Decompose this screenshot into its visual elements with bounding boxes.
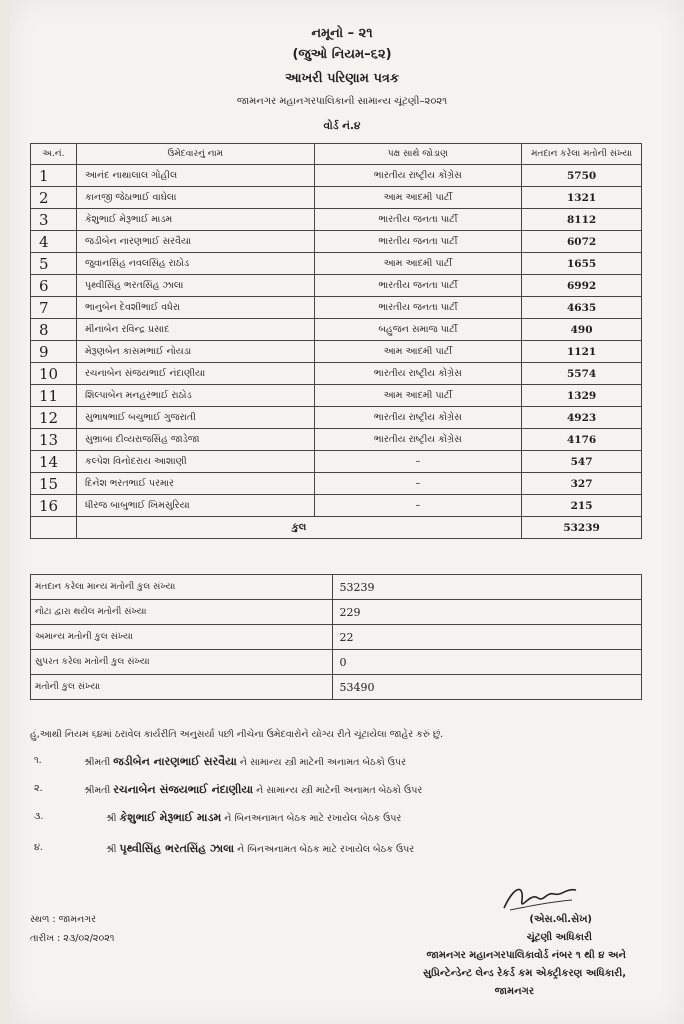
party-cell: આમ આદમી પાર્ટી [314,341,522,363]
winner-number: ૨. [34,783,43,794]
table-row [31,231,642,253]
party-cell: બહુજન સમાજ પાર્ટી [314,319,522,341]
candidate-name-cell: મેરૂણબેન કાસમભાઈ નોયડા [76,341,314,363]
candidate-name-cell: કેશુભાઈ મેરૂભાઈ માડમ [76,209,314,231]
party-cell: – [314,451,522,473]
table-row [31,209,642,231]
winner-name: કેશુભાઈ મેરૂભાઈ માડમ [119,811,222,824]
serial-cell: 16 [31,495,77,517]
party-cell: ભારતીય રાષ્ટ્રીય કોંગ્રેસ [314,165,522,187]
candidate-name-cell: જડીબેન નારણભાઈ સરવૈયા [76,231,314,253]
candidate-name-cell: ધીરજ બાબુભાઈ ખિમસુરિયા [76,495,314,517]
total-label: કુલ [76,517,521,539]
votes-cell: 5750 [522,165,642,187]
candidate-name-cell: આનંદ નાથાલાલ ગોહીલ [76,165,314,187]
table-row [31,187,642,209]
summary-row [31,625,642,650]
winner-seat: ને સામાન્ય સ્ત્રી માટેની અનામત બેઠકો ઉપર [256,785,423,796]
summary-row [31,575,642,600]
table-row [31,319,642,341]
votes-cell: 6072 [522,231,642,253]
candidate-name-cell: કાનજી જેઠાભાઈ વાઘેલા [76,187,314,209]
serial-cell: 4 [31,231,77,253]
officer-city-line: જામનગર [494,986,534,997]
votes-cell: 1321 [522,187,642,209]
party-cell: આમ આદમી પાર્ટી [314,253,522,275]
summary-value: 0 [333,650,642,675]
summary-row [31,650,642,675]
table-row [31,495,642,517]
serial-cell: 12 [31,407,77,429]
votes-cell: 6992 [522,275,642,297]
document-title: આખરી પરિણામ પત્રક [284,71,400,86]
party-cell: ભારતીય રાષ્ટ્રીય કોંગ્રેસ [314,363,522,385]
table-row [31,429,642,451]
winner-text [106,811,401,825]
ward-number: વોર્ડ નં.૪ [323,120,361,132]
serial-cell: 2 [31,187,77,209]
winner-number: ૧. [34,755,42,766]
summary-label: સુપરત કરેલા મતોની કુલ સંખ્યા [31,650,333,675]
summary-value: 229 [333,600,642,625]
serial-cell: 7 [31,297,77,319]
serial-cell: 14 [31,451,77,473]
serial-cell: 10 [31,363,77,385]
officer-office-line: જામનગર મહાનગરપાલિકાવોર્ડ નંબર ૧ થી ૪ અને [426,950,626,961]
serial-cell: 1 [31,165,77,187]
col-header-votes: મતદાન કરેલા મતોની સંખ્યા [522,144,642,165]
winner-name: રચનાબેન સંજયભાઈ નંદાણીયા [113,783,254,796]
party-cell: – [314,473,522,495]
party-cell: – [314,495,522,517]
serial-cell: 13 [31,429,77,451]
votes-cell: 5574 [522,363,642,385]
results-header-row [31,144,642,165]
table-row [31,407,642,429]
col-header-party: પક્ષ સાથે જોડાણ [314,144,522,165]
table-row [31,253,642,275]
col-header-name: ઉમેદવારનું નામ [76,144,314,165]
winner-seat: ને સામાન્ય સ્ત્રી માટેની અનામત બેઠકો ઉપર [239,757,407,768]
party-cell: ભારતીય જનતા પાર્ટી [314,209,522,231]
table-row [31,473,642,495]
votes-cell: 1329 [522,385,642,407]
officer-title: ચૂંટણી અધિકારી [526,932,592,943]
votes-cell: 327 [522,473,642,495]
table-row [31,451,642,473]
party-cell: ભારતીય રાષ્ટ્રીય કોંગ્રેસ [314,407,522,429]
summary-label: નોટા દ્વારા થયેલ મતોની સંખ્યા [31,600,333,625]
table-row [31,297,642,319]
total-votes: 53239 [522,517,642,539]
party-cell: ભારતીય જનતા પાર્ટી [314,297,522,319]
form-number: નમૂનો – ૨૧ [311,26,373,41]
place-line: સ્થળ : જામનગર [30,914,97,925]
table-row [31,275,642,297]
summary-value: 22 [333,625,642,650]
winner-seat: ને બિનઅનામત બેઠક માટે રખાયેલ બેઠક ઉપર [237,844,415,855]
summary-label: મતદાન કરેલા માન્ય મતોની કુલ સંખ્યા [31,575,333,600]
candidate-name-cell: પૃથ્વીસિંહ ભરતસિંહ ઝાલા [76,275,314,297]
candidate-name-cell: સુભાષભાઈ બચુભાઈ ગુજરાતી [76,407,314,429]
table-row [31,385,642,407]
serial-cell: 8 [31,319,77,341]
candidate-name-cell: શિલ્પાબેન મનહરભાઈ રાઠોડ [76,385,314,407]
winner-prefix: શ્રી [106,813,117,824]
winner-text [84,755,406,769]
winner-number: ૩. [34,811,44,822]
summary-label: અમાન્ય મતોની કુલ સંખ્યા [31,625,333,650]
winner-text [106,842,414,856]
total-row [31,517,642,539]
winner-number: ૪. [34,842,43,853]
votes-cell: 4635 [522,297,642,319]
votes-cell: 490 [522,319,642,341]
party-cell: ભારતીય જનતા પાર્ટી [314,231,522,253]
summary-label: મતોની કુલ સંખ્યા [31,675,333,700]
candidate-name-cell: જુવાનસિંહ નવલસિંહ રાઠોડ [76,253,314,275]
candidate-name-cell: કલ્પેશ વિનોદરાય આશાણી [76,451,314,473]
officer-designation-line: સુપ્રિન્ટેન્ડેન્ટ લેન્ડ રેકર્ડ કમ એક્ટ્રીકરણ અધિકારી, [423,968,626,979]
summary-value: 53490 [333,675,642,700]
winner-name: પૃથ્વીસિંહ ભરતસિંહ ઝાલા [119,842,235,855]
declaration-text: હું,આથી નિયમ ૬૪માં ઠરાવેલ કાર્યરીતિ અનુસર્યા પછી નીચેના ઉમેદવારોને યોગ્ય રીતે ચૂંટાયેલા જાહેર કરું છું. [30,729,444,740]
serial-cell: 5 [31,253,77,275]
summary-table [30,574,642,700]
winner-prefix: શ્રી [106,844,117,855]
table-row [31,363,642,385]
votes-cell: 215 [522,495,642,517]
rule-reference: (જુઓ નિયમ–૬૨) [292,47,392,62]
winner-text [84,783,422,797]
results-table [30,143,642,539]
candidate-name-cell: ભાનુબેન દેવશીભાઈ વધેરા [76,297,314,319]
serial-cell: 9 [31,341,77,363]
winner-name: જડીબેન નારણભાઈ સરવૈયા [113,755,237,768]
winner-seat: ને બિનઅનામત બેઠક માટે રખાયેલ બેઠક ઉપર [224,813,402,824]
votes-cell: 4923 [522,407,642,429]
votes-cell: 1655 [522,253,642,275]
candidate-name-cell: રચનાબેન સંજયભાઈ નંદાણીયા [76,363,314,385]
serial-cell: 3 [31,209,77,231]
candidate-name-cell: દિનેશ ભરતભાઈ પરમાર [76,473,314,495]
table-row [31,341,642,363]
party-cell: ભારતીય જનતા પાર્ટી [314,275,522,297]
col-header-serial: અ.નં. [31,144,77,165]
total-blank-cell [31,517,77,539]
votes-cell: 8112 [522,209,642,231]
summary-value: 53239 [333,575,642,600]
serial-cell: 15 [31,473,77,495]
votes-cell: 547 [522,451,642,473]
election-name: જામનગર મહાનગરપાલિકાની સામાન્ય ચૂંટણી–૨૦૨૧ [236,96,448,107]
table-row [31,165,642,187]
party-cell: ભારતીય રાષ્ટ્રીય કોંગ્રેસ [314,429,522,451]
summary-row [31,600,642,625]
winner-prefix: શ્રીમતી [84,757,111,768]
officer-name: (એસ.બી.સેખ) [529,914,592,925]
votes-cell: 4176 [522,429,642,451]
party-cell: આમ આદમી પાર્ટી [314,187,522,209]
summary-row [31,675,642,700]
serial-cell: 6 [31,275,77,297]
winner-prefix: શ્રીમતી [84,785,111,796]
candidate-name-cell: સુભ્રાબા દીવ્યરાજસિંહ જાડેજા [76,429,314,451]
date-line: તારીખ : ૨૩/૦૨/૨૦૨૧ [30,933,115,944]
serial-cell: 11 [31,385,77,407]
candidate-name-cell: મીનાબેન રવિન્દ્ર પ્રસાદ [76,319,314,341]
votes-cell: 1121 [522,341,642,363]
party-cell: આમ આદમી પાર્ટી [314,385,522,407]
